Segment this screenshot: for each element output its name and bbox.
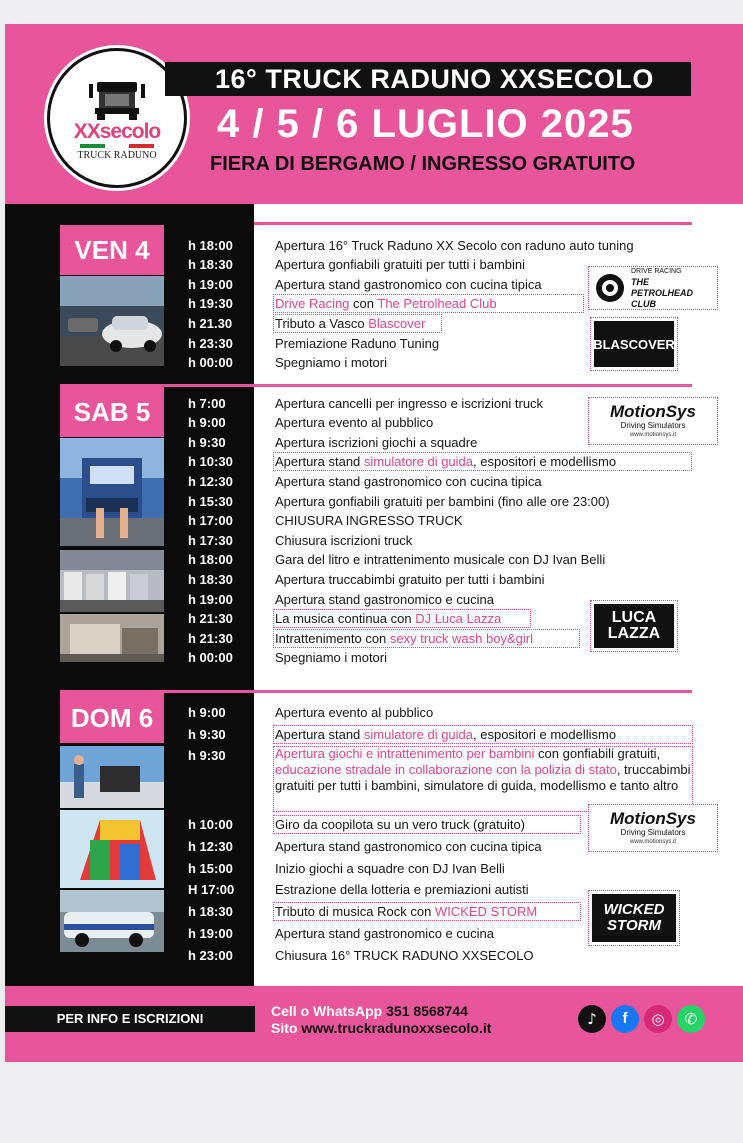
row-time: h 19:00 — [188, 926, 233, 941]
schedule-row — [5, 531, 743, 551]
row-time: h 10:00 — [188, 817, 233, 832]
row-text-part: con — [349, 296, 378, 311]
event-venue: FIERA DI BERGAMO / INGRESSO GRATUITO — [210, 153, 636, 175]
site-label: Sito — [271, 1020, 298, 1036]
highlight-educazione-stradale: educazione stradale in collaborazione con la polizia di stato — [275, 762, 617, 777]
site-line — [271, 1020, 491, 1037]
petrolhead-text: THE PETROLHEAD CLUB — [631, 277, 694, 309]
row-time: h 18:30 — [188, 572, 233, 587]
row-time: h 18:00 — [188, 238, 233, 253]
highlight-truck-wash: sexy truck wash boy&girl — [389, 631, 533, 646]
day-label-dom: DOM 6 — [60, 693, 164, 743]
row-text: Apertura gonfiabili gratuiti per bambini (fino alle ore 23:00) — [275, 494, 610, 509]
phone-label: Cell o WhatsApp — [271, 1003, 383, 1019]
row-text: Apertura truccabimbi gratuito per tutti i bambini — [275, 572, 545, 587]
blascover-logo — [590, 317, 678, 371]
highlight-wicked-storm: WICKED STORM — [434, 904, 538, 919]
row-text — [275, 746, 695, 794]
row-text: Apertura 16° Truck Raduno XX Secolo con raduno auto tuning — [275, 238, 634, 253]
row-text-part: , truccabimbi gratuiti per tutti i bambini, simulatore di guida, modellismo e tanto altro — [275, 762, 691, 793]
blascover-text: BLASCOVER — [594, 321, 674, 367]
schedule-row — [5, 550, 743, 570]
row-text-part: La musica continua con — [275, 611, 416, 626]
schedule-row — [5, 472, 743, 492]
motionsys-subtitle: Driving Simulators — [620, 828, 686, 837]
petrolhead-club-logo — [588, 266, 718, 310]
row-time: h 19:30 — [188, 296, 233, 311]
logo-flag-stripe — [80, 144, 154, 148]
row-text: Spegniamo i motori — [275, 650, 387, 665]
row-time: h 7:00 — [188, 396, 226, 411]
row-text: Apertura iscrizioni giochi a squadre — [275, 435, 478, 450]
motionsys-url: www.motionsys.it — [629, 839, 676, 845]
wicked-storm-logo — [588, 890, 680, 946]
poster-header — [5, 24, 743, 204]
row-time: h 12:30 — [188, 839, 233, 854]
row-text: Apertura evento al pubblico — [275, 415, 434, 430]
contact-block — [271, 1003, 491, 1037]
schedule-row — [5, 946, 743, 966]
day-label-sab: SAB 5 — [60, 387, 164, 437]
row-text: Inizio giochi a squadre con DJ Ivan Belli — [275, 861, 505, 876]
row-time: h 19:00 — [188, 277, 233, 292]
row-text: Apertura cancelli per ingresso e iscrizioni truck — [275, 396, 544, 411]
schedule-row — [5, 746, 743, 812]
row-text — [275, 725, 735, 744]
highlight-simulatore: simulatore di guida — [363, 727, 474, 742]
row-text: Chiusura iscrizioni truck — [275, 533, 413, 548]
row-text-part: con gonfiabili gratuiti, — [534, 746, 661, 761]
highlight-drive-racing: Drive Racing — [275, 296, 350, 311]
motionsys-text: MotionSys — [610, 402, 696, 421]
row-time: h 00:00 — [188, 355, 233, 370]
motionsys-text: MotionSys — [610, 809, 696, 828]
highlight-petrolhead: The Petrolhead Club — [377, 296, 497, 311]
row-text-part: Tributo di musica Rock con — [275, 904, 435, 919]
row-time: h 23:00 — [188, 948, 233, 963]
site-link[interactable]: www.truckradunoxxsecolo.it — [301, 1020, 492, 1036]
truck-icon — [85, 78, 149, 122]
social-icons — [578, 1005, 705, 1033]
info-label: PER INFO E ISCRIZIONI — [5, 1006, 255, 1032]
row-time: H 17:00 — [188, 882, 235, 897]
row-text: Premiazione Raduno Tuning — [275, 336, 440, 351]
highlight-giochi-bambini: Apertura giochi e intrattenimento per bambini — [275, 746, 535, 761]
drive-racing-icon — [595, 273, 625, 303]
row-time: h 19:00 — [188, 592, 233, 607]
event-poster — [5, 24, 743, 1062]
row-time: h 9:00 — [188, 705, 226, 720]
row-text-part: , espositori e modellismo — [473, 727, 617, 742]
row-text: CHIUSURA INGRESSO TRUCK — [275, 513, 463, 528]
section-rule-ven — [254, 222, 692, 225]
row-text: Spegniamo i motori — [275, 355, 387, 370]
whatsapp-icon[interactable]: ✆ — [677, 1005, 705, 1033]
row-time: h 12:30 — [188, 474, 233, 489]
row-time: h 21.30 — [188, 316, 233, 331]
row-text: Apertura stand gastronomico con cucina tipica — [275, 474, 542, 489]
facebook-icon[interactable]: f — [611, 1005, 639, 1033]
row-text: Estrazione della lotteria e premiazioni autisti — [275, 882, 529, 897]
row-time: h 18:00 — [188, 552, 233, 567]
luca-lazza-logo — [590, 600, 678, 652]
row-time: h 15:00 — [188, 861, 233, 876]
row-text: Giro da coopilota su un vero truck (gratuito) — [275, 817, 526, 832]
row-time: h 23:30 — [188, 336, 233, 351]
schedule-row — [5, 236, 743, 256]
schedule-row — [5, 859, 743, 879]
logo-text: XXsecolo — [73, 119, 161, 143]
row-text: Apertura stand gastronomico con cucina tipica — [275, 277, 542, 292]
highlight-dj-luca-lazza: DJ Luca Lazza — [415, 611, 502, 626]
schedule-row — [5, 703, 743, 723]
motionsys-url: www.motionsys.it — [629, 432, 676, 438]
event-title: 16° TRUCK RADUNO XXSECOLO — [215, 64, 654, 94]
row-text-part: Apertura stand — [275, 727, 364, 742]
motionsys-logo-dom — [588, 804, 718, 852]
row-text: Chiusura 16° TRUCK RADUNO XXSECOLO — [275, 948, 534, 963]
row-text: Apertura evento al pubblico — [275, 705, 434, 720]
motionsys-logo-sab — [588, 397, 718, 445]
schedule-row — [5, 452, 743, 472]
row-time: h 9:30 — [188, 727, 226, 742]
day-label-ven: VEN 4 — [60, 225, 164, 275]
row-text: Gara del litro e intrattenimento musicale con DJ Ivan Belli — [275, 552, 606, 567]
luca-lazza-text: LUCA LAZZA — [594, 604, 674, 648]
row-text-part: Tributo a Vasco — [275, 316, 369, 331]
wicked-storm-text: WICKED STORM — [592, 894, 676, 942]
tiktok-icon[interactable]: ♪ — [578, 1005, 606, 1033]
instagram-icon[interactable]: ◎ — [644, 1005, 672, 1033]
row-text: Apertura stand gastronomico e cucina — [275, 592, 494, 607]
row-time: h 21:30 — [188, 631, 233, 646]
drive-racing-text: DRIVE RACING — [631, 268, 682, 275]
logo-subtitle: TRUCK RADUNO — [77, 149, 157, 161]
row-text-part: Apertura stand — [275, 454, 364, 469]
row-time: h 9:30 — [188, 748, 226, 763]
row-time: h 9:00 — [188, 415, 226, 430]
motionsys-subtitle: Driving Simulators — [620, 421, 686, 430]
row-time: h 9:30 — [188, 435, 226, 450]
schedule-row — [5, 511, 743, 531]
row-time: h 10:30 — [188, 454, 233, 469]
row-time: h 15:30 — [188, 494, 233, 509]
row-time: h 18:30 — [188, 257, 233, 272]
row-text-part: Intrattenimento con — [275, 631, 390, 646]
phone-number[interactable]: 351 8568744 — [386, 1003, 468, 1019]
schedule-row — [5, 725, 743, 745]
event-dates: 4 / 5 / 6 LUGLIO 2025 — [217, 102, 634, 146]
row-text: Apertura stand gastronomico e cucina — [275, 926, 494, 941]
row-text: Apertura gonfiabili gratuiti per tutti i bambini — [275, 257, 526, 272]
phone-line — [271, 1003, 491, 1020]
row-text — [275, 452, 735, 471]
poster-footer — [5, 986, 743, 1062]
row-text: Apertura stand gastronomico con cucina tipica — [275, 839, 542, 854]
row-time: h 17:00 — [188, 513, 233, 528]
row-text-part: , espositori e modellismo — [473, 454, 617, 469]
highlight-simulatore: simulatore di guida — [363, 454, 474, 469]
schedule-row — [5, 570, 743, 590]
row-time: h 00:00 — [188, 650, 233, 665]
row-time: h 21:30 — [188, 611, 233, 626]
highlight-blascover: Blascover — [368, 316, 426, 331]
row-time: h 17:30 — [188, 533, 233, 548]
row-time: h 18:30 — [188, 904, 233, 919]
schedule-row — [5, 492, 743, 512]
